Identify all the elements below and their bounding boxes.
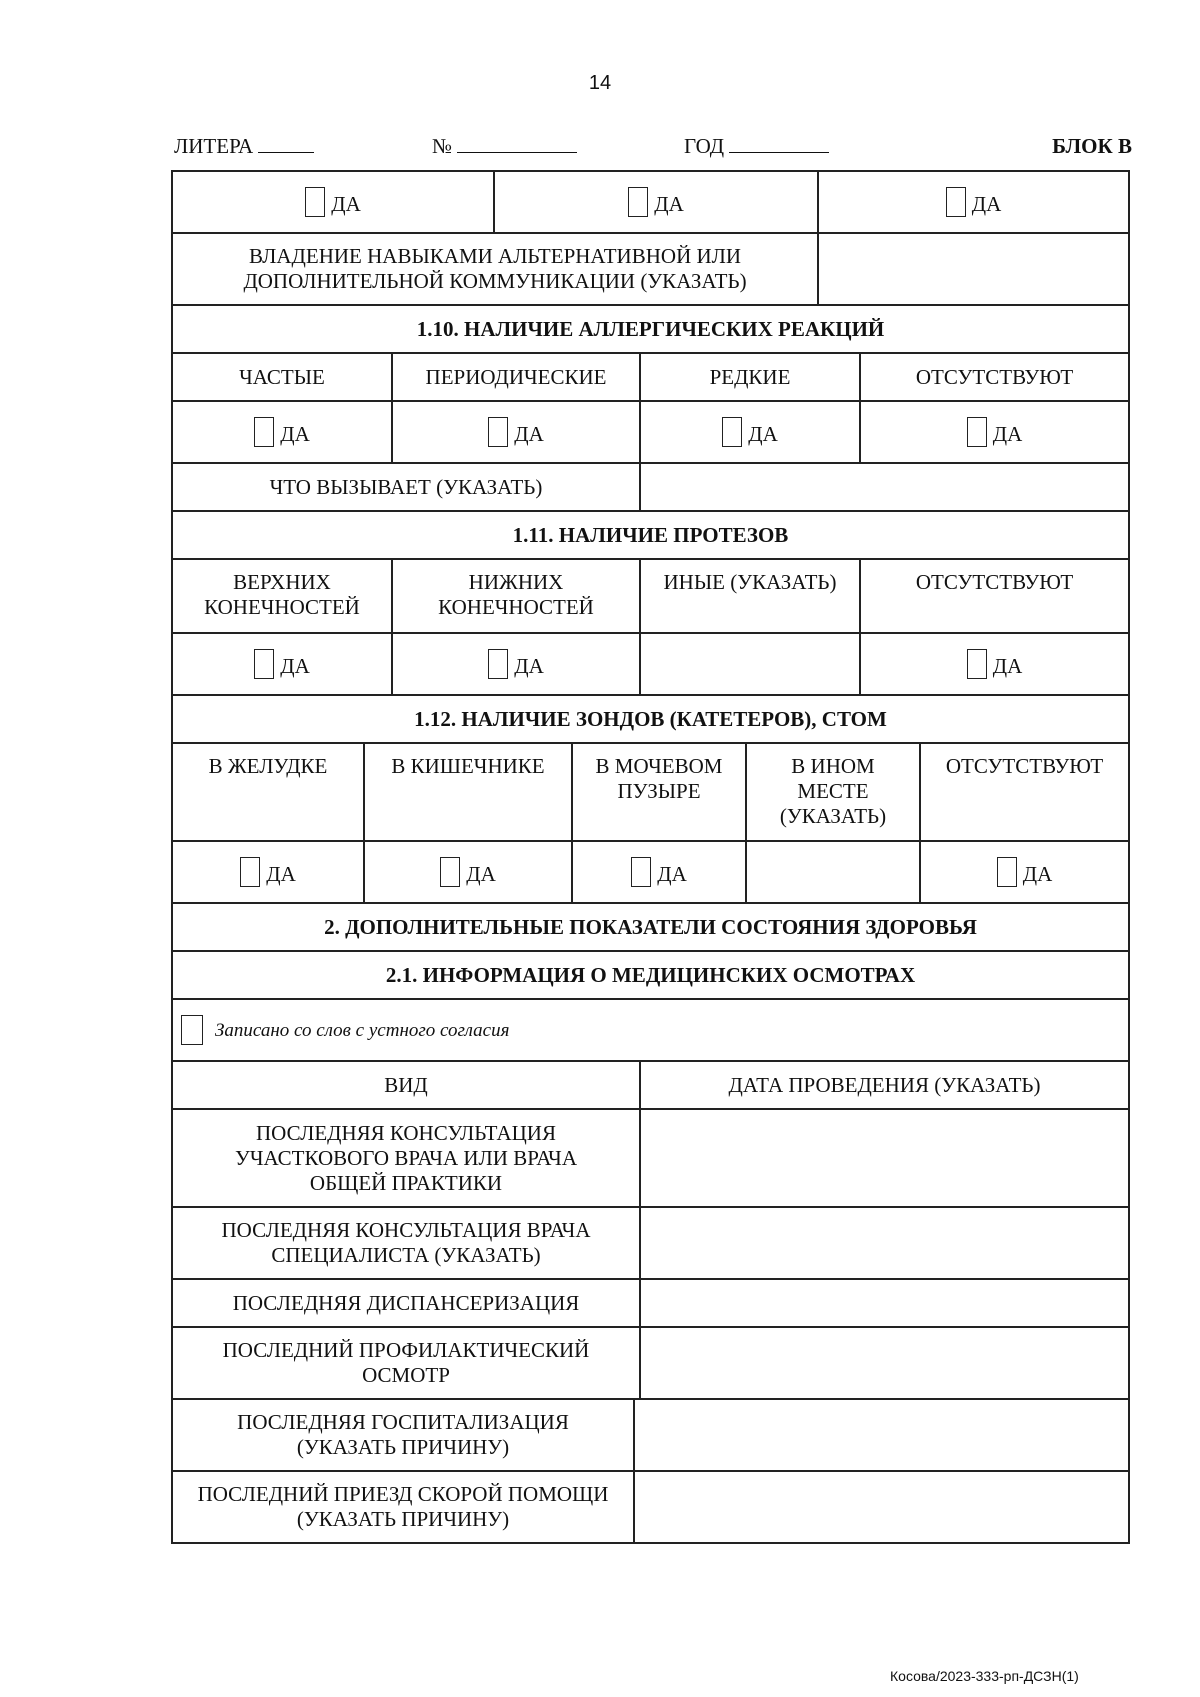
exam-date-value[interactable] — [641, 1328, 1128, 1398]
exam-type: ПОСЛЕДНЯЯ ДИСПАНСЕРИЗАЦИЯ — [173, 1280, 641, 1326]
checkbox-icon[interactable] — [997, 857, 1017, 887]
prosthesis-other-value[interactable] — [641, 634, 861, 694]
exam-header-row — [171, 1062, 1130, 1110]
checkbox-icon[interactable] — [722, 417, 742, 447]
yes-checkbox[interactable] — [722, 417, 778, 447]
probes-title: 1.12. НАЛИЧИЕ ЗОНДОВ (КАТЕТЕРОВ), СТОМ — [414, 706, 887, 731]
consent-checkbox-icon[interactable] — [181, 1015, 203, 1045]
litera-blank[interactable] — [258, 136, 314, 153]
yes-checkbox[interactable] — [488, 649, 544, 679]
communication-label: ВЛАДЕНИЕ НАВЫКАМИ АЛЬТЕРНАТИВНОЙ ИЛИ ДОПОЛНИТЕЛЬНОЙ КОММУНИКАЦИИ (УКАЗАТЬ) — [173, 234, 819, 304]
exam-col-date: ДАТА ПРОВЕДЕНИЯ (УКАЗАТЬ) — [728, 1072, 1041, 1097]
exam-type: ПОСЛЕДНЯЯ ГОСПИТАЛИЗАЦИЯ (УКАЗАТЬ ПРИЧИНУ) — [173, 1400, 635, 1470]
yes-checkbox[interactable] — [967, 649, 1023, 679]
section2-title: 2. ДОПОЛНИТЕЛЬНЫЕ ПОКАЗАТЕЛИ СОСТОЯНИЯ ЗДОРОВЬЯ — [324, 914, 977, 939]
checkbox-icon[interactable] — [254, 417, 274, 447]
exam-date-value[interactable] — [641, 1280, 1128, 1326]
exam-type: ПОСЛЕДНИЙ ПРОФИЛАКТИЧЕСКИЙ ОСМОТР — [173, 1328, 641, 1398]
prosthesis-col-upper: ВЕРХНИХ КОНЕЧНОСТЕЙ — [173, 560, 393, 632]
section2-row — [171, 904, 1130, 952]
yes-label: ДА — [992, 422, 1023, 446]
consent-cell — [173, 1000, 1128, 1060]
exam-type: ПОСЛЕДНЯЯ КОНСУЛЬТАЦИЯ УЧАСТКОВОГО ВРАЧА ИЛИ ВРАЧА ОБЩЕЙ ПРАКТИКИ — [173, 1110, 641, 1206]
allergy-col-periodic: ПЕРИОДИЧЕСКИЕ — [393, 354, 641, 400]
checkbox-icon[interactable] — [967, 649, 987, 679]
exam-date-value[interactable] — [641, 1208, 1128, 1278]
yes-label: ДА — [514, 422, 544, 446]
yes-label: ДА — [280, 422, 310, 446]
yes-label: ДА — [654, 192, 684, 216]
yes-checkbox[interactable] — [488, 417, 544, 447]
allergy-col-frequent: ЧАСТЫЕ — [173, 354, 393, 400]
prosthesis-columns-row — [171, 560, 1130, 634]
prosthesis-title: 1.11. НАЛИЧИЕ ПРОТЕЗОВ — [512, 522, 789, 547]
checkbox-icon[interactable] — [305, 187, 325, 217]
document-footer: Косова/2023-333-рп-ДСЗН(1) — [890, 1668, 1079, 1684]
exam-col-type: ВИД — [173, 1062, 641, 1108]
yes-cell — [365, 842, 573, 902]
probes-col-absent: ОТСУТСТВУЮТ — [945, 754, 1104, 778]
block-label: БЛОК В — [1052, 134, 1132, 158]
probes-section-row — [171, 696, 1130, 744]
yes-checkbox[interactable] — [305, 187, 361, 217]
year-field[interactable] — [684, 134, 829, 159]
exam-date-value[interactable] — [635, 1400, 1128, 1470]
section21-title: 2.1. ИНФОРМАЦИЯ О МЕДИЦИНСКИХ ОСМОТРАХ — [385, 962, 916, 987]
yes-cell — [573, 842, 747, 902]
year-blank[interactable] — [729, 136, 829, 153]
yes-label: ДА — [466, 862, 496, 886]
health-form-table — [171, 170, 1130, 1544]
yes-checkbox[interactable] — [997, 857, 1053, 887]
checkbox-icon[interactable] — [440, 857, 460, 887]
yes-checkbox[interactable] — [440, 857, 496, 887]
consent-row — [171, 1000, 1130, 1062]
exam-type: ПОСЛЕДНИЙ ПРИЕЗД СКОРОЙ ПОМОЩИ (УКАЗАТЬ ПРИЧИНУ) — [173, 1472, 635, 1542]
exam-row — [171, 1472, 1130, 1544]
exam-row — [171, 1110, 1130, 1208]
checkbox-icon[interactable] — [946, 187, 966, 217]
probes-col-bladder: В МОЧЕВОМ ПУЗЫРЕ — [573, 744, 747, 840]
allergy-yes-row — [171, 402, 1130, 464]
page-number: 14 — [588, 72, 612, 94]
prosthesis-yes-row — [171, 634, 1130, 696]
yes-checkbox[interactable] — [254, 417, 310, 447]
exam-row — [171, 1280, 1130, 1328]
checkbox-icon[interactable] — [967, 417, 987, 447]
prosthesis-col-lower: НИЖНИХ КОНЕЧНОСТЕЙ — [393, 560, 641, 632]
probes-col-intestine: В КИШЕЧНИКЕ — [365, 744, 573, 840]
checkbox-icon[interactable] — [631, 857, 651, 887]
exam-row — [171, 1208, 1130, 1280]
checkbox-icon[interactable] — [240, 857, 260, 887]
form-header — [174, 134, 1132, 164]
consent-note: Записано со слов с устного согласия — [215, 1019, 510, 1041]
year-label: ГОД — [684, 134, 725, 158]
yes-cell — [819, 172, 1128, 232]
checkbox-icon[interactable] — [628, 187, 648, 217]
checkbox-icon[interactable] — [488, 649, 508, 679]
yes-label: ДА — [971, 192, 1002, 216]
checkbox-icon[interactable] — [254, 649, 274, 679]
yes-cell — [861, 634, 1128, 694]
yes-label: ДА — [992, 654, 1023, 678]
yes-label: ДА — [514, 654, 544, 678]
number-label: № — [432, 134, 453, 158]
allergy-col-absent: ОТСУТСТВУЮТ — [915, 364, 1074, 389]
exam-date-value[interactable] — [635, 1472, 1128, 1542]
probes-other-value[interactable] — [747, 842, 921, 902]
probes-col-other: В ИНОМ МЕСТЕ (УКАЗАТЬ) — [747, 744, 921, 840]
yes-checkbox[interactable] — [240, 857, 296, 887]
yes-label: ДА — [280, 654, 310, 678]
yes-checkbox[interactable] — [628, 187, 684, 217]
allergy-col-rare: РЕДКИЕ — [641, 354, 861, 400]
yes-cell — [173, 402, 393, 462]
yes-cell — [173, 172, 495, 232]
yes-row-top — [171, 170, 1130, 234]
prosthesis-col-absent: ОТСУТСТВУЮТ — [915, 570, 1074, 594]
number-blank[interactable] — [457, 136, 577, 153]
yes-checkbox[interactable] — [631, 857, 687, 887]
yes-cell — [173, 634, 393, 694]
litera-label: ЛИТЕРА — [174, 134, 254, 158]
yes-checkbox[interactable] — [254, 649, 310, 679]
yes-cell — [495, 172, 819, 232]
communication-row — [171, 234, 1130, 306]
probes-col-stomach: В ЖЕЛУДКЕ — [173, 744, 365, 840]
allergy-cause-value[interactable] — [641, 464, 1128, 510]
yes-checkbox[interactable] — [946, 187, 1002, 217]
probes-yes-row — [171, 842, 1130, 904]
yes-cell — [393, 402, 641, 462]
exam-row — [171, 1400, 1130, 1472]
yes-cell — [173, 842, 365, 902]
yes-label: ДА — [1022, 862, 1053, 886]
yes-checkbox[interactable] — [967, 417, 1023, 447]
yes-label: ДА — [331, 192, 361, 216]
prosthesis-col-other: ИНЫЕ (УКАЗАТЬ) — [641, 560, 861, 632]
exam-type: ПОСЛЕДНЯЯ КОНСУЛЬТАЦИЯ ВРАЧА СПЕЦИАЛИСТА (УКАЗАТЬ) — [173, 1208, 641, 1278]
yes-cell — [921, 842, 1128, 902]
prosthesis-section-row — [171, 512, 1130, 560]
yes-cell — [393, 634, 641, 694]
exam-row — [171, 1328, 1130, 1400]
allergy-section-row — [171, 306, 1130, 354]
litera-field[interactable] — [174, 134, 314, 159]
allergy-title: 1.10. НАЛИЧИЕ АЛЛЕРГИЧЕСКИХ РЕАКЦИЙ — [416, 316, 885, 341]
exam-date-value[interactable] — [641, 1110, 1128, 1206]
probes-columns-row — [171, 744, 1130, 842]
allergy-cause-label: ЧТО ВЫЗЫВАЕТ (УКАЗАТЬ) — [173, 464, 641, 510]
yes-label: ДА — [748, 422, 778, 446]
yes-cell — [641, 402, 861, 462]
section21-row — [171, 952, 1130, 1000]
checkbox-icon[interactable] — [488, 417, 508, 447]
number-field[interactable] — [432, 134, 577, 159]
yes-label: ДА — [266, 862, 296, 886]
allergy-cause-row — [171, 464, 1130, 512]
allergy-columns-row — [171, 354, 1130, 402]
yes-label: ДА — [657, 862, 687, 886]
yes-cell — [861, 402, 1128, 462]
communication-value[interactable] — [819, 234, 1128, 304]
